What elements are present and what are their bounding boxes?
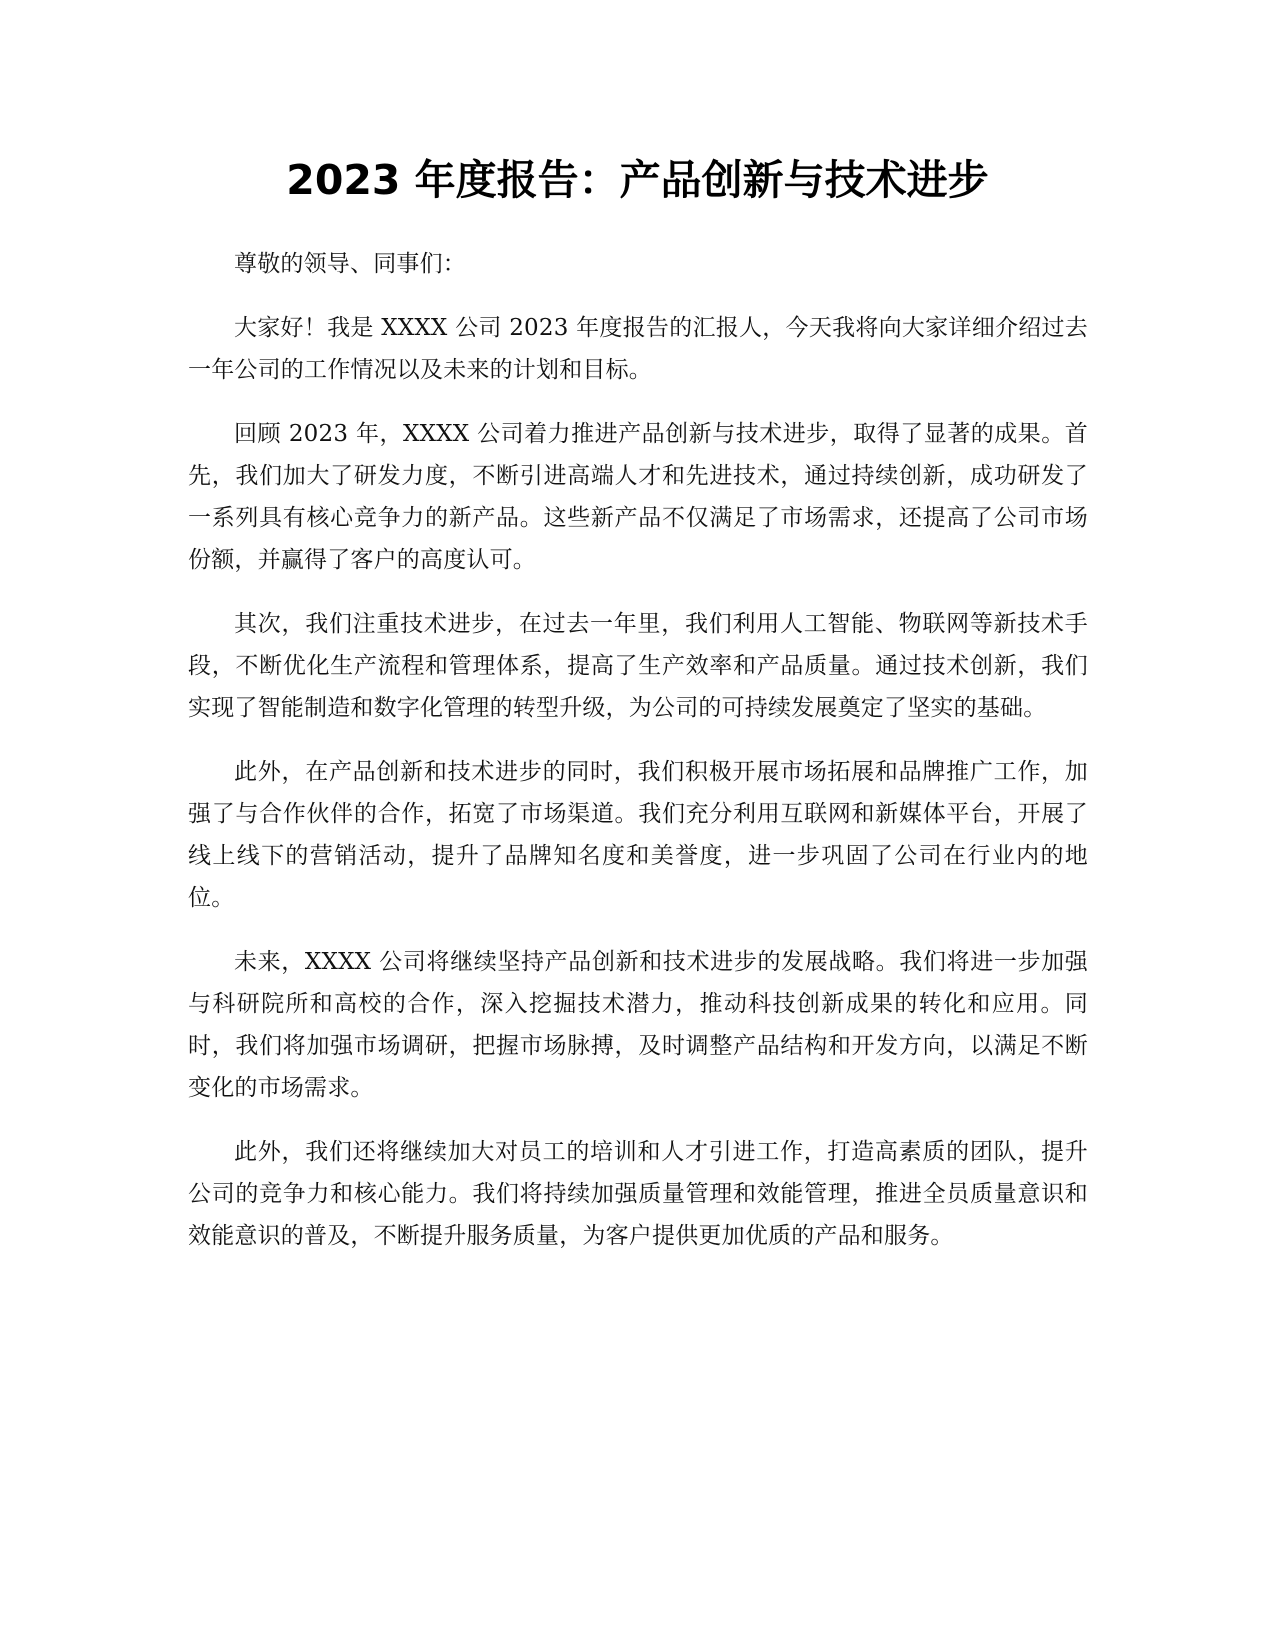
page-title: 2023 年度报告：产品创新与技术进步 <box>286 156 989 204</box>
paragraph-talent: 此外，我们还将继续加大对员工的培训和人才引进工作，打造高素质的团队，提升公司的竞争力和核心能力。我们将持续加强质量管理和效能管理，推进全员质量意识和效能意识的普及，不断提升服务质量，为客户提供更加优质的产品和服务。 <box>188 1139 1088 1249</box>
paragraph-future: 未来，XXXX 公司将继续坚持产品创新和技术进步的发展战略。我们将进一步加强与科研院所和高校的合作，深入挖掘技术潜力，推动科技创新成果的转化和应用。同时，我们将加强市场调研，把握市场脉搏，及时调整产品结构和开发方向，以满足不断变化的市场需求。 <box>188 949 1088 1101</box>
salutation: 尊敬的领导、同事们： <box>234 251 466 277</box>
paragraph-greeting: 大家好！我是 XXXX 公司 2023 年度报告的汇报人，今天我将向大家详细介绍过去一年公司的工作情况以及未来的计划和目标。 <box>188 315 1088 383</box>
paragraph-review: 回顾 2023 年，XXXX 公司着力推进产品创新与技术进步，取得了显著的成果。首先，我们加大了研发力度，不断引进高端人才和先进技术，通过持续创新，成功研发了一系列具有核心竞争力的新产品。这些新产品不仅满足了市场需求，还提高了公司市场份额，并赢得了客户的高度认可。 <box>188 421 1088 573</box>
paragraph-technology: 其次，我们注重技术进步，在过去一年里，我们利用人工智能、物联网等新技术手段，不断优化生产流程和管理体系，提高了生产效率和产品质量。通过技术创新，我们实现了智能制造和数字化管理的转型升级，为公司的可持续发展奠定了坚实的基础。 <box>188 611 1088 721</box>
document-body <box>188 243 1088 1279</box>
paragraph-marketing: 此外，在产品创新和技术进步的同时，我们积极开展市场拓展和品牌推广工作，加强了与合作伙伴的合作，拓宽了市场渠道。我们充分利用互联网和新媒体平台，开展了线上线下的营销活动，提升了品牌知名度和美誉度，进一步巩固了公司在行业内的地位。 <box>188 759 1088 911</box>
